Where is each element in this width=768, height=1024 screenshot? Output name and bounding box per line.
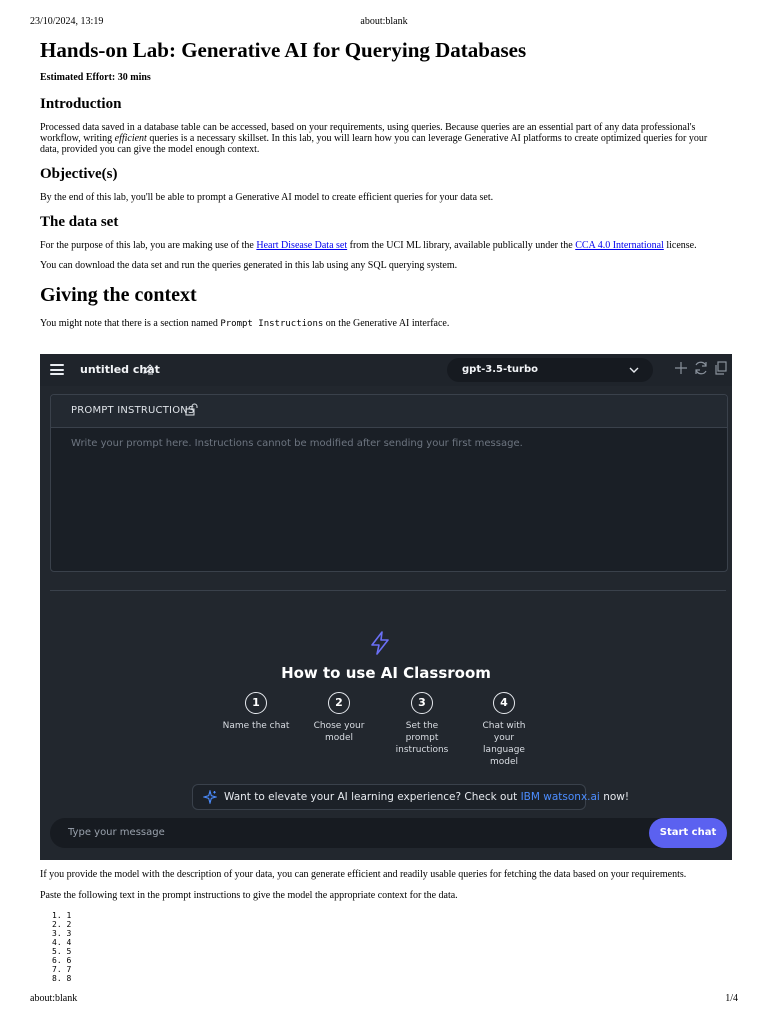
intro-text-2: queries is a necessary skillset. In this lab, you will learn how you can leverage Generative AI platforms to create optimized queries for your data, provided you can give the model enough context. bbox=[40, 133, 708, 155]
print-page-title: about:blank bbox=[360, 16, 408, 27]
introduction-heading: Introduction bbox=[40, 96, 122, 112]
message-input[interactable] bbox=[50, 818, 726, 848]
heart-disease-dataset-link[interactable]: Heart Disease Data set bbox=[256, 240, 348, 251]
step-label: Chat with your language model bbox=[482, 721, 526, 767]
watsonx-link[interactable]: IBM watsonx.ai bbox=[520, 791, 600, 803]
dataset-text-1: For the purpose of this lab, you are making use of the bbox=[40, 240, 257, 251]
page-title: Hands-on Lab: Generative AI for Querying Databases bbox=[40, 38, 527, 62]
menu-icon[interactable] bbox=[50, 364, 64, 375]
add-icon[interactable] bbox=[674, 361, 688, 375]
edit-pencil-icon[interactable] bbox=[142, 363, 154, 375]
ai-classroom-screenshot bbox=[40, 354, 732, 860]
context-text-2: on the Generative AI interface. bbox=[323, 318, 450, 329]
code-line: 2. 2 bbox=[52, 920, 72, 929]
prompt-instructions-header bbox=[51, 395, 727, 428]
cca-license-link[interactable]: CCA 4.0 International bbox=[575, 240, 664, 251]
dataset-download-paragraph: You can download the data set and run the queries generated in this lab using any SQL querying system. bbox=[40, 260, 458, 271]
dataset-paragraph bbox=[40, 240, 728, 251]
step-3 bbox=[377, 692, 467, 756]
print-url: about:blank bbox=[30, 993, 78, 1004]
objective-heading: Objective(s) bbox=[40, 166, 118, 182]
prompt-instructions-input[interactable]: Write your prompt here. Instructions cannot be modified after sending your first message. bbox=[71, 438, 523, 449]
code-line: 8. 8 bbox=[52, 974, 72, 983]
model-select[interactable] bbox=[447, 358, 653, 382]
message-placeholder: Type your message bbox=[68, 827, 165, 838]
estimated-effort: Estimated Effort: 30 mins bbox=[40, 72, 151, 83]
dataset-heading: The data set bbox=[40, 214, 119, 230]
intro-emphasis: efficient bbox=[114, 133, 147, 144]
code-line: 3. 3 bbox=[52, 929, 72, 938]
chat-title[interactable]: untitled chat bbox=[80, 363, 160, 376]
prompt-instructions-code: Prompt Instructions bbox=[220, 319, 324, 329]
section-divider bbox=[50, 590, 726, 591]
intro-text-1: Processed data saved in a database table can be accessed, based on your requirements, using queries. Because queries are an essential part of any data professional's workflow, writing bbox=[40, 122, 696, 144]
lightning-bolt-icon bbox=[368, 630, 392, 656]
start-chat-button[interactable]: Start chat bbox=[649, 818, 727, 848]
step-number: 4 bbox=[493, 692, 515, 714]
step-number: 3 bbox=[411, 692, 433, 714]
promo-text-main: Want to elevate your AI learning experience? Check out bbox=[224, 791, 521, 803]
step-label: Name the chat bbox=[222, 721, 290, 731]
dataset-text-3: license. bbox=[663, 240, 697, 251]
app-topbar bbox=[40, 354, 732, 386]
step-number: 2 bbox=[328, 692, 350, 714]
howto-title: How to use AI Classroom bbox=[281, 664, 491, 682]
dataset-text-2: from the UCI ML library, available publically under the bbox=[347, 240, 576, 251]
code-line: 1. 1 bbox=[52, 911, 72, 920]
prompt-instructions-panel bbox=[50, 394, 728, 572]
step-label: Set the prompt instructions bbox=[395, 721, 449, 755]
copy-icon[interactable] bbox=[714, 361, 728, 375]
context-paragraph bbox=[40, 318, 728, 330]
code-line: 4. 4 bbox=[52, 938, 72, 947]
document-body bbox=[40, 38, 728, 330]
print-footer bbox=[30, 993, 738, 1007]
sparkle-icon bbox=[203, 790, 217, 804]
code-line: 5. 5 bbox=[52, 947, 72, 956]
code-line: 6. 6 bbox=[52, 956, 72, 965]
chevron-down-icon bbox=[629, 366, 639, 374]
step-label: Chose your model bbox=[313, 721, 365, 743]
giving-context-heading: Giving the context bbox=[40, 284, 197, 306]
promo-text-suffix: now! bbox=[599, 791, 630, 803]
prompt-instructions-label: PROMPT INSTRUCTIONS bbox=[71, 405, 195, 416]
step-1 bbox=[211, 692, 301, 732]
refresh-icon[interactable] bbox=[693, 361, 709, 375]
print-page-number: 1/4 bbox=[725, 993, 738, 1004]
promo-text bbox=[224, 791, 629, 803]
code-line-list bbox=[40, 911, 71, 983]
after-paragraph-1: If you provide the model with the description of your data, you can generate efficient and readily usable queries for fetching the data based on your requirements. bbox=[40, 869, 687, 880]
model-select-value: gpt-3.5-turbo bbox=[462, 364, 538, 375]
after-paragraph-2: Paste the following text in the prompt instructions to give the model the appropriate context for the data. bbox=[40, 890, 458, 901]
unlock-icon[interactable] bbox=[185, 403, 198, 416]
objective-paragraph: By the end of this lab, you'll be able to prompt a Generative AI model to create efficient queries for your data set. bbox=[40, 192, 494, 203]
step-4 bbox=[459, 692, 549, 768]
code-line: 7. 7 bbox=[52, 965, 72, 974]
print-datetime: 23/10/2024, 13:19 bbox=[30, 16, 104, 27]
watsonx-promo-banner[interactable] bbox=[192, 784, 630, 810]
introduction-paragraph bbox=[40, 122, 728, 155]
print-header bbox=[30, 16, 738, 30]
step-2 bbox=[294, 692, 384, 744]
step-number: 1 bbox=[245, 692, 267, 714]
context-text-1: You might note that there is a section named bbox=[40, 318, 221, 329]
